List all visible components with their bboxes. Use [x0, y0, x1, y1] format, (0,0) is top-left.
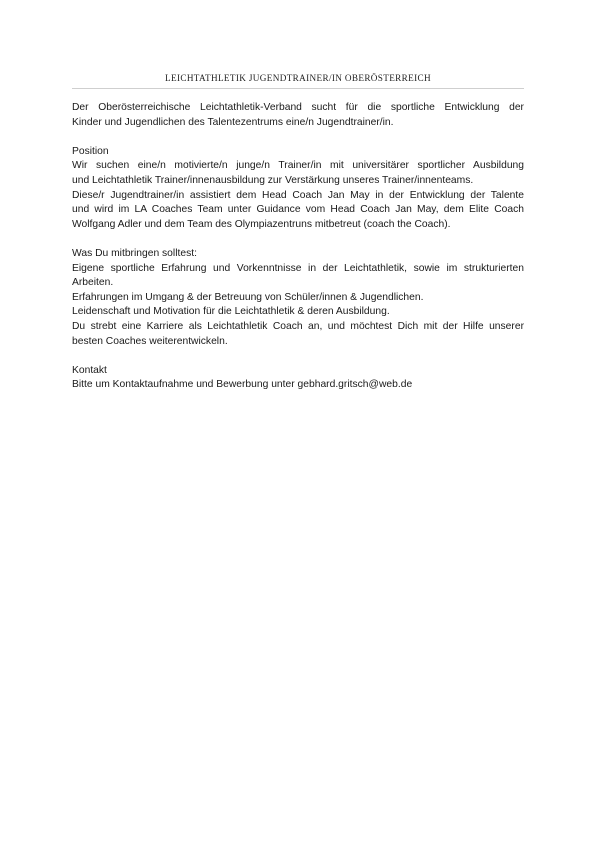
intro-paragraph — [72, 101, 524, 130]
document-body — [72, 101, 524, 393]
position-line: und Leichtathletik Trainer/innenausbildung zur Verstärkung unseres Trainer/innenteams. — [72, 174, 474, 186]
position-paragraph — [72, 159, 524, 232]
contact-section — [72, 364, 524, 393]
requirements-line: Du strebt eine Karriere als Leichtathletik Coach an, und möchtest Dich mit der Hilfe unserer — [72, 320, 524, 332]
position-section — [72, 145, 524, 233]
requirements-paragraph — [72, 262, 524, 350]
requirements-line: Erfahrungen im Umgang & der Betreuung von Schüler/innen & Jugendlichen. — [72, 291, 424, 303]
paragraph-gap — [72, 232, 524, 247]
requirements-line: besten Coaches weiterentwickeln. — [72, 335, 228, 347]
contact-heading: Kontakt — [72, 364, 107, 376]
header-divider — [72, 88, 524, 89]
requirements-heading: Was Du mitbringen solltest: — [72, 247, 197, 259]
document-header: LEICHTATHLETIK JUGENDTRAINER/IN OBERÖSTERREICH — [165, 73, 431, 83]
paragraph-gap — [72, 130, 524, 145]
requirements-section — [72, 247, 524, 349]
intro-line: Kinder und Jugendlichen des Talentezentrums eine/n Jugendtrainer/in. — [72, 116, 394, 128]
requirements-line: Arbeiten. — [72, 277, 114, 289]
contact-text: Bitte um Kontaktaufnahme und Bewerbung unter gebhard.gritsch@web.de — [72, 379, 413, 391]
requirements-line: Eigene sportliche Erfahrung und Vorkenntnisse in der Leichtathletik, sowie im strukturierten — [72, 262, 524, 274]
position-line: Wir suchen eine/n motivierte/n junge/n Trainer/in mit universitärer sportlicher Ausbildung — [72, 160, 524, 172]
position-heading: Position — [72, 145, 109, 157]
position-line: Wolfgang Adler und dem Team des Olympiazentruns mitbetreut (coach the Coach). — [72, 218, 451, 230]
position-line: Diese/r Jugendtrainer/in assistiert dem Head Coach Jan May in der Entwicklung der Talente — [72, 189, 524, 201]
requirements-line: Leidenschaft und Motivation für die Leichtathletik & deren Ausbildung. — [72, 306, 390, 318]
position-line: und wird im LA Coaches Team unter Guidance vom Head Coach Jan May, dem Elite Coach — [72, 204, 524, 216]
intro-line: Der Oberösterreichische Leichtathletik-Verband sucht für die sportliche Entwicklung der — [72, 102, 524, 113]
paragraph-gap — [72, 349, 524, 364]
